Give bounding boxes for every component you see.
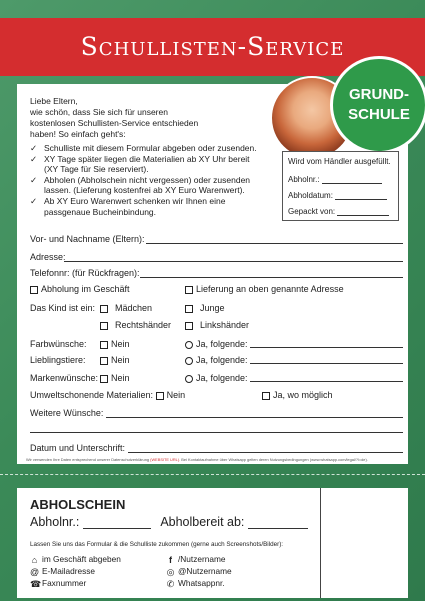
- contact-label: Faxnummer: [42, 578, 87, 588]
- contact-label: im Geschäft abgeben: [42, 554, 121, 564]
- weitere-field-1[interactable]: [106, 417, 403, 418]
- contact-item: [166, 554, 226, 565]
- marken-ja-radio[interactable]: [185, 375, 193, 383]
- junge-checkbox[interactable]: [185, 305, 193, 313]
- name-label: Vor- und Nachname (Eltern):: [30, 234, 145, 244]
- maedchen-label: Mädchen: [115, 303, 153, 313]
- contact-label[interactable]: @Nutzername: [178, 566, 232, 576]
- badge-line-2: SCHULE: [348, 106, 410, 123]
- step-line: Schulliste mit diesem Formular abgeben oder zusenden.: [44, 143, 257, 153]
- dealer-gepackt-field[interactable]: [337, 215, 389, 216]
- farb-ja-radio[interactable]: [185, 341, 193, 349]
- privacy-note-url[interactable]: (WEBSITE URL).: [150, 457, 181, 462]
- abholung-option[interactable]: [30, 284, 130, 294]
- telefon-field[interactable]: [140, 277, 403, 278]
- rechtshaender-option[interactable]: [100, 320, 171, 330]
- contact-item: [30, 554, 121, 565]
- intro-line: haben! So einfach geht's:: [30, 129, 126, 139]
- abholschein-row: [30, 515, 308, 529]
- list-item: [30, 154, 280, 175]
- adresse-label: Adresse:: [30, 252, 66, 262]
- lieferung-label: Lieferung an oben genannte Adresse: [196, 284, 344, 294]
- dealer-abholdatum-label: Abholdatum:: [288, 191, 333, 200]
- dealer-box: [282, 151, 399, 221]
- umwelt-ja-label: Ja, wo möglich: [273, 390, 333, 400]
- datum-field[interactable]: [128, 452, 403, 453]
- check-icon: ✓: [30, 143, 38, 153]
- linkshaender-label: Linkshänder: [200, 320, 250, 330]
- weitere-label: Weitere Wünsche:: [30, 408, 104, 418]
- dealer-box-title: Wird vom Händler ausgefüllt.: [288, 157, 391, 166]
- abholung-label: Abholung im Geschäft: [41, 284, 130, 294]
- rechtshaender-checkbox[interactable]: [100, 322, 108, 330]
- adresse-field[interactable]: [64, 261, 403, 262]
- abholschein-abholnr-label: Abholnr.:: [30, 515, 80, 529]
- abholschein-title: ABHOLSCHEIN: [30, 497, 126, 512]
- linkshaender-checkbox[interactable]: [185, 322, 193, 330]
- privacy-note: [26, 457, 368, 462]
- lieblings-nein-label: Nein: [111, 355, 130, 365]
- weitere-field-2[interactable]: [30, 432, 403, 433]
- telefon-label: Telefonnr: (für Rückfragen):: [30, 268, 140, 278]
- list-item: [30, 143, 280, 154]
- marken-nein-checkbox[interactable]: [100, 375, 108, 383]
- farb-ja-option[interactable]: [185, 339, 248, 349]
- marken-ja-option[interactable]: [185, 373, 248, 383]
- dealer-abholdatum-field[interactable]: [335, 199, 387, 200]
- steps-list: [30, 143, 280, 217]
- check-icon: ✓: [30, 153, 38, 164]
- umwelt-nein-checkbox[interactable]: [156, 392, 164, 400]
- lieblings-label: Lieblingstiere:: [30, 355, 86, 365]
- dealer-abholnr: [288, 175, 382, 184]
- contact-label[interactable]: Whatsappnr.: [178, 578, 225, 588]
- datum-label: Datum und Unterschrift:: [30, 443, 126, 453]
- page-title: Schullisten-Service: [80, 32, 345, 61]
- marken-label: Markenwünsche:: [30, 373, 99, 383]
- abholschein-divider: [320, 488, 321, 598]
- list-item: [30, 196, 280, 217]
- lieblings-ja-label: Ja, folgende:: [196, 355, 248, 365]
- farb-nein-checkbox[interactable]: [100, 341, 108, 349]
- lieblings-ja-option[interactable]: [185, 355, 248, 365]
- intro-line: wie schön, dass Sie sich für unseren: [30, 107, 168, 117]
- dealer-abholnr-field[interactable]: [322, 183, 382, 184]
- umwelt-option-row: [30, 390, 185, 400]
- lieferung-checkbox[interactable]: [185, 286, 193, 294]
- cut-line: [0, 474, 425, 475]
- dealer-gepackt: [288, 207, 389, 216]
- marken-nein-label: Nein: [111, 373, 130, 383]
- badge-line-1: GRUND-: [349, 86, 409, 103]
- umwelt-nein-label: Nein: [166, 390, 186, 400]
- contact-item: [30, 566, 95, 577]
- kind-label: Das Kind ist ein:: [30, 303, 96, 313]
- farb-nein-option[interactable]: [100, 339, 130, 349]
- step-line: Ab XY Euro Warenwert schenken wir Ihnen eine: [44, 195, 226, 206]
- contact-label[interactable]: E-Mailadresse: [42, 566, 96, 576]
- check-icon: ✓: [30, 174, 38, 185]
- name-field[interactable]: [146, 243, 403, 244]
- farb-label: Farbwünsche:: [30, 339, 87, 349]
- intro-line: kostenlosen Schullisten-Service entschieden: [30, 118, 199, 128]
- farb-field[interactable]: [250, 347, 403, 348]
- abholschein-instructions: Lassen Sie uns das Formular & die Schulliste zukommen (gerne auch Screenshots/Bilder):: [30, 541, 284, 548]
- lieferung-option[interactable]: [185, 284, 344, 294]
- abholschein-abholbereit-field[interactable]: [248, 528, 308, 529]
- home-icon: ⌂: [31, 555, 38, 565]
- umwelt-label: Umweltschonende Materialien:: [30, 390, 154, 400]
- marken-field[interactable]: [250, 381, 403, 382]
- abholschein-abholbereit-label: Abholbereit ab:: [160, 515, 245, 529]
- lieblings-ja-radio[interactable]: [185, 357, 193, 365]
- farb-ja-label: Ja, folgende:: [196, 339, 248, 349]
- step-line: lassen. (Lieferung kostenfrei ab XY Euro Warenwert).: [44, 185, 245, 196]
- umwelt-ja-option[interactable]: [262, 390, 333, 400]
- instagram-icon: ◎: [166, 567, 175, 577]
- intro-line: Liebe Eltern,: [30, 96, 78, 106]
- privacy-note-text: Wir verwenden Ihre Daten entsprechend unserer Datenschutzerklärung: [26, 457, 150, 462]
- step-line: XY Tage später liegen die Materialien ab XY Uhr bereit: [44, 153, 250, 164]
- list-item: [30, 175, 280, 196]
- whatsapp-icon: ✆: [166, 579, 175, 589]
- abholung-checkbox[interactable]: [30, 286, 38, 294]
- lieblings-nein-option[interactable]: [100, 355, 130, 365]
- junge-label: Junge: [200, 303, 225, 313]
- dealer-abholdatum: [288, 191, 387, 200]
- maedchen-checkbox[interactable]: [100, 305, 108, 313]
- contact-item: [166, 578, 225, 589]
- check-icon: ✓: [30, 195, 38, 206]
- farb-nein-label: Nein: [111, 339, 130, 349]
- step-line: Abholen (Abholschein nicht vergessen) oder zusenden: [44, 174, 251, 185]
- lieblings-field[interactable]: [250, 363, 403, 364]
- step-line: (XY Tage für Sie reserviert).: [44, 164, 149, 175]
- umwelt-ja-checkbox[interactable]: [262, 392, 270, 400]
- rechtshaender-label: Rechtshänder: [115, 320, 172, 330]
- fax-icon: ☎: [30, 579, 42, 589]
- privacy-note-whatsapp: Bei Kontaktaufnahme über Whatsapp gelten deren Nutzungsbedingungen (www.whatsapp.com/legal/?l=de).: [181, 457, 368, 462]
- at-icon: @: [30, 567, 40, 577]
- facebook-icon: f: [169, 555, 172, 565]
- linkshaender-option[interactable]: [185, 320, 249, 330]
- intro-text: [30, 96, 198, 140]
- dealer-gepackt-label: Gepackt von:: [288, 207, 336, 216]
- contact-item: [30, 578, 86, 589]
- maedchen-option[interactable]: [100, 303, 152, 313]
- dealer-abholnr-label: Abholnr.:: [288, 175, 320, 184]
- junge-option[interactable]: [185, 303, 225, 313]
- lieblings-nein-checkbox[interactable]: [100, 357, 108, 365]
- grundschule-badge: [330, 56, 425, 154]
- contact-label[interactable]: /Nutzername: [178, 554, 226, 564]
- marken-nein-option[interactable]: [100, 373, 130, 383]
- marken-ja-label: Ja, folgende:: [196, 373, 248, 383]
- step-line: passgenaue Bucheinbindung.: [44, 206, 157, 217]
- contact-item: [166, 566, 232, 577]
- abholschein-abholnr-field[interactable]: [83, 528, 151, 529]
